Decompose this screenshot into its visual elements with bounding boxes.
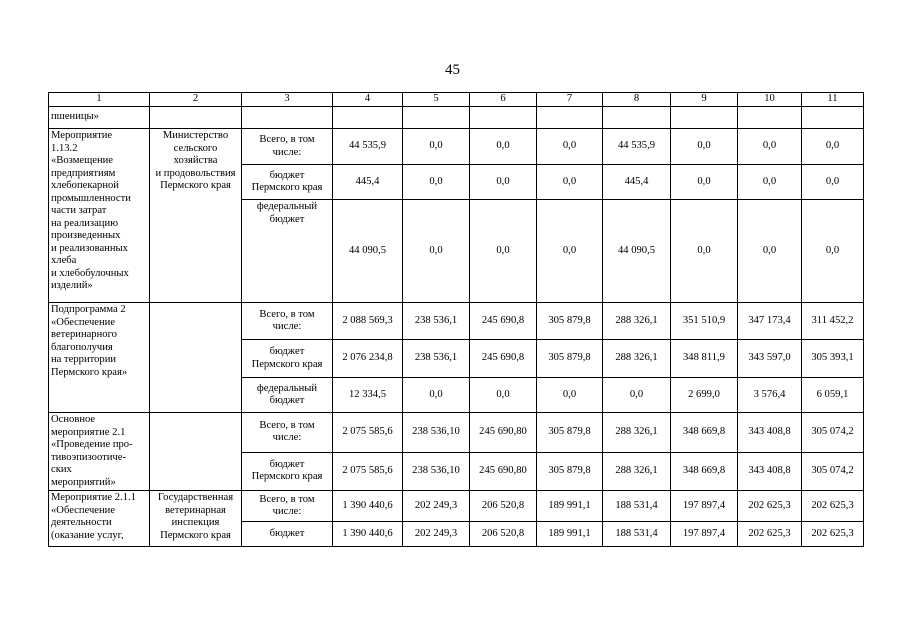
funding-source <box>242 200 333 303</box>
measure-name-line: произведенных <box>51 230 121 241</box>
amount-cell: 197 897,4 <box>671 522 738 547</box>
amount-cell: 305 074,2 <box>802 452 864 490</box>
table-row <box>49 129 864 165</box>
amount-cell: 188 531,4 <box>603 491 671 522</box>
col-header: 5 <box>403 93 470 107</box>
amount-cell: 288 326,1 <box>603 452 671 490</box>
amount-cell: 1 390 440,6 <box>333 522 403 547</box>
measure-name-line: на территории <box>51 354 117 365</box>
amount-cell: 44 090,5 <box>603 200 671 303</box>
amount-cell: 3 576,4 <box>738 378 802 413</box>
measure-name <box>49 303 150 413</box>
amount-cell: 44 090,5 <box>333 200 403 303</box>
executor <box>150 303 242 413</box>
executor-line: ветеринарная <box>165 504 226 516</box>
amount-cell: 0,0 <box>470 165 537 200</box>
amount-cell: 238 536,1 <box>403 303 470 340</box>
amount-cell: 0,0 <box>537 378 603 413</box>
measure-name-line: (оказание услуг, <box>51 529 124 541</box>
amount-cell: 188 531,4 <box>603 522 671 547</box>
amount-cell: 202 625,3 <box>738 522 802 547</box>
amount-cell: 0,0 <box>403 200 470 303</box>
measure-name-line: части затрат <box>51 205 107 216</box>
amount-cell: 0,0 <box>738 200 802 303</box>
funding-source-line: числе: <box>272 432 302 444</box>
amount-cell: 348 669,8 <box>671 452 738 490</box>
amount-cell: 0,0 <box>671 165 738 200</box>
funding-source-line: Пермского края <box>251 182 323 193</box>
table-row <box>49 491 864 522</box>
funding-source <box>242 340 333 378</box>
amount-cell: 2 075 585,6 <box>333 413 403 453</box>
measure-name-line: изделий» <box>51 280 93 291</box>
amount-cell: 311 452,2 <box>802 303 864 340</box>
col-header: 1 <box>49 93 150 107</box>
col-header: 4 <box>333 93 403 107</box>
amount-cell: 202 625,3 <box>738 491 802 522</box>
amount-cell: 2 075 585,6 <box>333 452 403 490</box>
col-header: 7 <box>537 93 603 107</box>
amount-cell: 2 699,0 <box>671 378 738 413</box>
measure-name-line: промышленности <box>51 192 131 204</box>
amount-cell: 305 879,8 <box>537 340 603 378</box>
funding-source-line: числе: <box>272 321 302 332</box>
funding-source-line: числе: <box>272 146 302 158</box>
funding-source-line: бюджет <box>269 169 305 181</box>
executor-line: Государственная <box>157 492 234 503</box>
amount-cell: 44 535,9 <box>333 129 403 165</box>
amount-cell: 305 879,8 <box>537 413 603 453</box>
measure-name-line: «Обеспечение <box>51 316 116 328</box>
measure-name-line: хлебопекарной <box>51 180 119 191</box>
executor <box>150 491 242 547</box>
measure-name-line: мероприятие 2.1 <box>51 426 126 438</box>
executor-line: инспекция <box>171 517 220 528</box>
measure-name-line: «Обеспечение <box>51 504 116 516</box>
amount-cell: 305 393,1 <box>802 340 864 378</box>
measure-name-line: Мероприятие <box>51 130 113 141</box>
amount-cell: 351 510,9 <box>671 303 738 340</box>
measure-name-line: Основное <box>51 414 96 425</box>
amount-cell: 445,4 <box>603 165 671 200</box>
amount-cell: 238 536,1 <box>403 340 470 378</box>
amount-cell: 44 535,9 <box>603 129 671 165</box>
col-header: 10 <box>738 93 802 107</box>
amount-cell: 445,4 <box>333 165 403 200</box>
executor-line: хозяйства <box>173 155 218 166</box>
amount-cell: 189 991,1 <box>537 491 603 522</box>
amount-cell: 202 625,3 <box>802 522 864 547</box>
column-number-row <box>49 93 864 107</box>
amount-cell: 202 249,3 <box>403 491 470 522</box>
funding-source-line: бюджет <box>269 458 305 470</box>
amount-cell: 288 326,1 <box>603 340 671 378</box>
measure-name-line: и реализованных <box>51 242 128 254</box>
funding-source <box>242 303 333 340</box>
col-header: 9 <box>671 93 738 107</box>
measure-name-line: и хлебобулочных <box>51 267 129 279</box>
amount-cell: 238 536,10 <box>403 413 470 453</box>
executor-line: и продовольствия <box>155 167 236 179</box>
funding-source-line: числе: <box>272 506 302 517</box>
amount-cell: 343 408,8 <box>738 452 802 490</box>
amount-cell: 0,0 <box>802 129 864 165</box>
amount-cell: 348 811,9 <box>671 340 738 378</box>
amount-cell: 0,0 <box>403 165 470 200</box>
amount-cell: 245 690,8 <box>470 303 537 340</box>
amount-cell: 245 690,8 <box>470 340 537 378</box>
amount-cell: 202 249,3 <box>403 522 470 547</box>
measure-name-line: «Проведение про- <box>51 439 133 450</box>
amount-cell: 0,0 <box>403 378 470 413</box>
col-header: 2 <box>150 93 242 107</box>
measure-name-line: Пермского края» <box>51 366 128 378</box>
amount-cell: 238 536,10 <box>403 452 470 490</box>
measure-name-line: Мероприятие 2.1.1 <box>51 492 136 503</box>
measure-name-line: ветеринарного <box>51 329 117 340</box>
amount-cell: 0,0 <box>537 165 603 200</box>
amount-cell: 0,0 <box>738 129 802 165</box>
measure-name <box>49 413 150 491</box>
amount-cell: 0,0 <box>802 200 864 303</box>
funding-source <box>242 413 333 453</box>
amount-cell: 206 520,8 <box>470 491 537 522</box>
amount-cell: 206 520,8 <box>470 522 537 547</box>
executor-line: Министерство <box>162 130 229 141</box>
funding-source-line: Всего, в том <box>259 308 315 320</box>
amount-cell: 0,0 <box>603 378 671 413</box>
funding-source-line: федеральный <box>256 382 318 394</box>
amount-cell: 0,0 <box>470 378 537 413</box>
funding-source-line: бюджет <box>269 346 305 357</box>
amount-cell: 0,0 <box>470 200 537 303</box>
funding-source-line: бюджет <box>269 395 305 406</box>
amount-cell: 0,0 <box>671 200 738 303</box>
table-row <box>49 413 864 453</box>
funding-source <box>242 491 333 522</box>
measure-name-line: хлеба <box>51 255 77 266</box>
amount-cell: 245 690,80 <box>470 452 537 490</box>
amount-cell: 245 690,80 <box>470 413 537 453</box>
continuation-text: пшеницы» <box>49 107 150 129</box>
funding-source <box>242 165 333 200</box>
amount-cell: 202 625,3 <box>802 491 864 522</box>
amount-cell: 197 897,4 <box>671 491 738 522</box>
amount-cell: 189 991,1 <box>537 522 603 547</box>
measure-name-line: предприятиям <box>51 167 116 179</box>
measure-name-line: ских <box>51 464 72 475</box>
amount-cell: 0,0 <box>537 129 603 165</box>
funding-source-line: Всего, в том <box>259 419 315 431</box>
amount-cell: 305 879,8 <box>537 452 603 490</box>
executor-line: Пермского края <box>160 529 231 541</box>
measure-name-line: мероприятий» <box>51 476 116 488</box>
amount-cell: 2 088 569,3 <box>333 303 403 340</box>
amount-cell: 305 074,2 <box>802 413 864 453</box>
budget-table <box>48 92 864 547</box>
executor <box>150 129 242 303</box>
table-row <box>49 303 864 340</box>
funding-source-line: федеральный <box>256 201 318 212</box>
executor-line: сельского <box>173 142 218 154</box>
measure-name-line: на реализацию <box>51 217 119 229</box>
funding-source-line: Пермского края <box>251 471 323 483</box>
continuation-row <box>49 107 864 129</box>
amount-cell: 347 173,4 <box>738 303 802 340</box>
executor-line: Пермского края <box>160 180 231 191</box>
measure-name-line: тивоэпизоотиче- <box>51 451 126 463</box>
col-header: 11 <box>802 93 864 107</box>
amount-cell: 0,0 <box>470 129 537 165</box>
amount-cell: 1 390 440,6 <box>333 491 403 522</box>
amount-cell: 343 408,8 <box>738 413 802 453</box>
amount-cell: 0,0 <box>802 165 864 200</box>
amount-cell: 343 597,0 <box>738 340 802 378</box>
amount-cell: 0,0 <box>537 200 603 303</box>
funding-source-line: Пермского края <box>251 358 323 370</box>
amount-cell: 0,0 <box>403 129 470 165</box>
measure-name-line: Подпрограмма 2 <box>51 304 126 315</box>
measure-name-line: благополучия <box>51 341 113 353</box>
funding-source <box>242 452 333 490</box>
funding-source <box>242 378 333 413</box>
measure-name <box>49 491 150 547</box>
amount-cell: 2 076 234,8 <box>333 340 403 378</box>
funding-source-line: Всего, в том <box>259 493 315 505</box>
amount-cell: 0,0 <box>671 129 738 165</box>
funding-source-line: бюджет <box>269 213 305 225</box>
funding-source <box>242 522 333 547</box>
amount-cell: 288 326,1 <box>603 413 671 453</box>
funding-source-line: бюджет <box>269 527 305 539</box>
measure-name-line: деятельности <box>51 517 112 528</box>
amount-cell: 0,0 <box>738 165 802 200</box>
amount-cell: 6 059,1 <box>802 378 864 413</box>
measure-name <box>49 129 150 303</box>
page-number: 45 <box>445 62 460 78</box>
amount-cell: 348 669,8 <box>671 413 738 453</box>
executor <box>150 413 242 491</box>
amount-cell: 305 879,8 <box>537 303 603 340</box>
measure-name-line: «Возмещение <box>51 155 114 166</box>
amount-cell: 288 326,1 <box>603 303 671 340</box>
funding-source-line: Всего, в том <box>259 134 315 145</box>
measure-name-line: 1.13.2 <box>51 142 78 154</box>
funding-source <box>242 129 333 165</box>
col-header: 8 <box>603 93 671 107</box>
col-header: 6 <box>470 93 537 107</box>
col-header: 3 <box>242 93 333 107</box>
amount-cell: 12 334,5 <box>333 378 403 413</box>
